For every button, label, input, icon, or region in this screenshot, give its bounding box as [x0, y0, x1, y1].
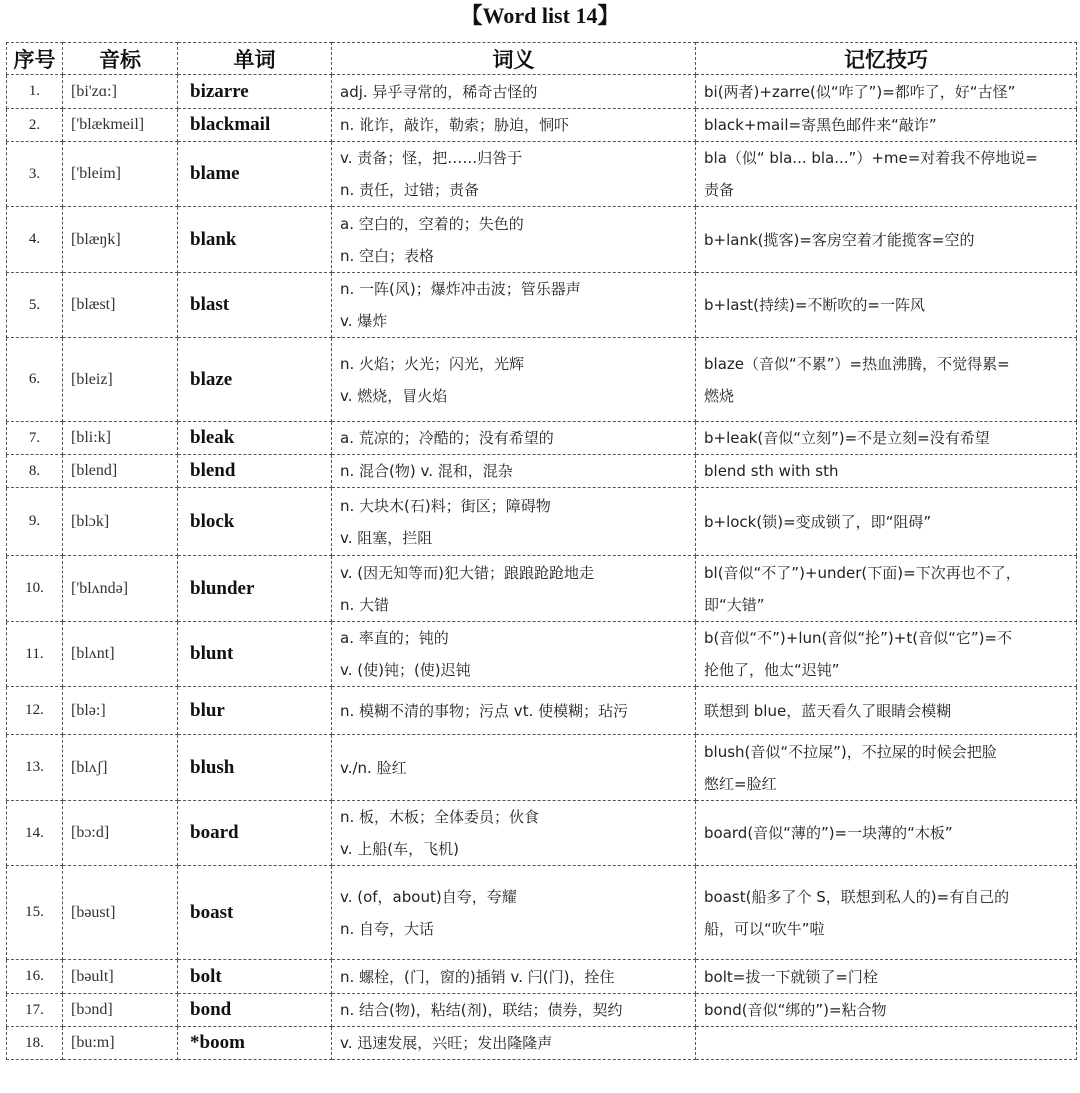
meaning — [332, 109, 696, 142]
meaning-line: n. 板，木板；全体委员；伙食 — [340, 808, 540, 826]
phonetic: [blə:] — [63, 687, 178, 735]
row-number: 6. — [7, 338, 63, 422]
memory-tip-line: bi(两者)+zarre(似“咋了”)=都咋了，好“古怪” — [704, 82, 1016, 101]
word-table — [6, 42, 1077, 1060]
row-number: 5. — [7, 273, 63, 338]
memory-tip — [696, 422, 1077, 455]
table-row — [7, 207, 1077, 273]
memory-tip-line: 联想到 blue，蓝天看久了眼睛会模糊 — [704, 701, 952, 720]
table-row — [7, 422, 1077, 455]
phonetic: ['blʌndə] — [63, 556, 178, 622]
memory-tip — [696, 960, 1077, 994]
memory-tip-line: b+lock(锁)=变成锁了，即“阻碍” — [704, 512, 932, 531]
meaning — [332, 866, 696, 960]
meaning-line: n. 火焰；火光；闪光，光辉 — [340, 354, 525, 373]
phonetic: [bu:m] — [63, 1027, 178, 1060]
memory-tip-line: boast(船多了个 S，联想到私人的)=有自己的 — [704, 887, 1010, 906]
meaning-line: v. 上船(车，飞机) — [340, 840, 459, 858]
table-row — [7, 994, 1077, 1027]
row-number: 3. — [7, 142, 63, 207]
row-number: 1. — [7, 75, 63, 109]
memory-tip-line: bla（似“ bla... bla...”）+me=对着我不停地说= — [704, 149, 1038, 167]
memory-tip — [696, 801, 1077, 866]
phonetic: ['bleim] — [63, 142, 178, 207]
table-row — [7, 75, 1077, 109]
meaning-line: a. 率直的；钝的 — [340, 629, 449, 647]
memory-tip-line: bolt=拔一下就锁了=门栓 — [704, 967, 878, 986]
memory-tip-line: b(音似“不”)+lun(音似“抡”)+t(音似“它”)=不 — [704, 629, 1013, 647]
page-title: 【Word list 14】 — [460, 3, 620, 28]
phonetic: [bli:k] — [63, 422, 178, 455]
phonetic: [bleiz] — [63, 338, 178, 422]
word: block — [178, 488, 332, 556]
meaning-line: n. 模糊不清的事物；污点 vt. 使模糊；玷污 — [340, 701, 629, 720]
meaning-line: n. 螺栓，(门，窗的)插销 v. 闩(门)，拴住 — [340, 967, 615, 986]
memory-tip — [696, 687, 1077, 735]
phonetic: [blʌʃ] — [63, 735, 178, 801]
memory-tip-line: blend sth with sth — [704, 462, 839, 480]
word: bolt — [178, 960, 332, 994]
word: blend — [178, 455, 332, 488]
phonetic: [blæst] — [63, 273, 178, 338]
memory-tip-line: blaze（音似“不累”）=热血沸腾，不觉得累= — [704, 354, 1010, 373]
word: blaze — [178, 338, 332, 422]
meaning-line: v. (of，about)自夸，夸耀 — [340, 887, 517, 906]
memory-tip — [696, 338, 1077, 422]
meaning — [332, 455, 696, 488]
memory-tip-line: 抡他了，他太“迟钝” — [704, 661, 840, 679]
memory-tip-line: bl(音似“不了”)+under(下面)=下次再也不了， — [704, 563, 1021, 582]
memory-tip — [696, 109, 1077, 142]
row-number: 14. — [7, 801, 63, 866]
meaning — [332, 207, 696, 273]
memory-tip — [696, 866, 1077, 960]
meaning-line: v. (因无知等而)犯大错；踉踉跄跄地走 — [340, 563, 594, 582]
memory-tip-line: b+last(持续)=不断吹的=一阵风 — [704, 296, 925, 314]
meaning — [332, 75, 696, 109]
table-row — [7, 866, 1077, 960]
row-number: 7. — [7, 422, 63, 455]
table-row — [7, 1027, 1077, 1060]
row-number: 4. — [7, 207, 63, 273]
word: *boom — [178, 1027, 332, 1060]
meaning — [332, 488, 696, 556]
phonetic: [bɔnd] — [63, 994, 178, 1027]
memory-tip — [696, 142, 1077, 207]
word: bond — [178, 994, 332, 1027]
meaning-line: a. 荒凉的；冷酷的；没有希望的 — [340, 429, 554, 447]
memory-tip-line: black+mail=寄黑色邮件来“敲诈” — [704, 116, 937, 134]
meaning-line: v. 迅速发展，兴旺；发出隆隆声 — [340, 1034, 553, 1052]
meaning-line: n. 大错 — [340, 595, 390, 614]
memory-tip-line: 燃烧 — [704, 386, 735, 405]
header-meaning: 词义 — [332, 43, 696, 75]
memory-tip-line: b+lank(揽客)=客房空着才能揽客=空的 — [704, 230, 975, 249]
memory-tip — [696, 488, 1077, 556]
word: blunt — [178, 622, 332, 687]
meaning — [332, 622, 696, 687]
meaning — [332, 338, 696, 422]
meaning — [332, 960, 696, 994]
phonetic: [bi'zɑ:] — [63, 75, 178, 109]
meaning-line: v./n. 脸红 — [340, 758, 407, 777]
table-row — [7, 338, 1077, 422]
meaning — [332, 556, 696, 622]
memory-tip — [696, 1027, 1077, 1060]
meaning — [332, 994, 696, 1027]
row-number: 9. — [7, 488, 63, 556]
table-row — [7, 960, 1077, 994]
memory-tip-line: b+leak(音似“立刻”)=不是立刻=没有希望 — [704, 429, 990, 447]
table-row — [7, 801, 1077, 866]
row-number: 18. — [7, 1027, 63, 1060]
word: boast — [178, 866, 332, 960]
memory-tip-line: bond(音似“绑的”)=粘合物 — [704, 1001, 887, 1019]
memory-tip — [696, 622, 1077, 687]
meaning-line: n. 空白；表格 — [340, 246, 435, 265]
phonetic: [blʌnt] — [63, 622, 178, 687]
meaning-line: n. 责任，过错；责备 — [340, 181, 480, 199]
memory-tip — [696, 455, 1077, 488]
meaning — [332, 1027, 696, 1060]
table-row — [7, 455, 1077, 488]
header-row — [7, 43, 1077, 75]
meaning — [332, 273, 696, 338]
header-word: 单词 — [178, 43, 332, 75]
meaning-line: n. 混合(物) v. 混和，混杂 — [340, 462, 513, 480]
memory-tip — [696, 75, 1077, 109]
word: blackmail — [178, 109, 332, 142]
phonetic: [bəust] — [63, 866, 178, 960]
row-number: 12. — [7, 687, 63, 735]
memory-tip-line: blush(音似“不拉屎”)，不拉屎的时候会把脸 — [704, 742, 997, 761]
phonetic: [blæŋk] — [63, 207, 178, 273]
table-row — [7, 109, 1077, 142]
meaning-line: v. 责备；怪，把……归咎于 — [340, 149, 523, 167]
word: board — [178, 801, 332, 866]
row-number: 2. — [7, 109, 63, 142]
meaning — [332, 735, 696, 801]
table-row — [7, 488, 1077, 556]
memory-tip — [696, 556, 1077, 622]
meaning — [332, 801, 696, 866]
memory-tip — [696, 735, 1077, 801]
phonetic: ['blækmeil] — [63, 109, 178, 142]
word: blunder — [178, 556, 332, 622]
table-row — [7, 735, 1077, 801]
word: bizarre — [178, 75, 332, 109]
memory-tip-line: 憋红=脸红 — [704, 774, 777, 793]
row-number: 8. — [7, 455, 63, 488]
row-number: 10. — [7, 556, 63, 622]
meaning-line: v. (使)钝；(使)迟钝 — [340, 661, 471, 679]
meaning-line: n. 自夸，大话 — [340, 919, 435, 938]
meaning-line: n. 大块木(石)料；街区；障碍物 — [340, 496, 551, 515]
phonetic: [bɔ:d] — [63, 801, 178, 866]
table-row — [7, 556, 1077, 622]
memory-tip-line: 船，可以“吹牛”啦 — [704, 919, 825, 938]
memory-tip-line: 即“大错” — [704, 595, 765, 614]
header-memory-tip: 记忆技巧 — [696, 43, 1077, 75]
phonetic: [blend] — [63, 455, 178, 488]
row-number: 17. — [7, 994, 63, 1027]
meaning — [332, 422, 696, 455]
meaning-line: v. 爆炸 — [340, 312, 388, 330]
phonetic: [blɔk] — [63, 488, 178, 556]
word: bleak — [178, 422, 332, 455]
memory-tip-line: board(音似“薄的”)=一块薄的“木板” — [704, 824, 953, 842]
meaning — [332, 142, 696, 207]
table-row — [7, 142, 1077, 207]
word: blush — [178, 735, 332, 801]
meaning-line: v. 阻塞，拦阻 — [340, 528, 433, 547]
word: blank — [178, 207, 332, 273]
header-number: 序号 — [7, 43, 63, 75]
table-row — [7, 687, 1077, 735]
row-number: 16. — [7, 960, 63, 994]
row-number: 13. — [7, 735, 63, 801]
word: blame — [178, 142, 332, 207]
row-number: 11. — [7, 622, 63, 687]
table-row — [7, 273, 1077, 338]
meaning — [332, 687, 696, 735]
memory-tip — [696, 994, 1077, 1027]
memory-tip — [696, 207, 1077, 273]
word: blast — [178, 273, 332, 338]
phonetic: [bəult] — [63, 960, 178, 994]
meaning-line: a. 空白的，空着的；失色的 — [340, 214, 524, 233]
memory-tip-line: 责备 — [704, 181, 735, 199]
meaning-line: v. 燃烧，冒火焰 — [340, 386, 448, 405]
meaning-line: n. 结合(物)，粘结(剂)，联结；债券，契约 — [340, 1001, 623, 1019]
meaning-line: n. 讹诈，敲诈，勒索；胁迫，恫吓 — [340, 116, 570, 134]
word: blur — [178, 687, 332, 735]
header-phonetic: 音标 — [63, 43, 178, 75]
meaning-line: adj. 异乎寻常的，稀奇古怪的 — [340, 82, 538, 101]
row-number: 15. — [7, 866, 63, 960]
table-row — [7, 622, 1077, 687]
memory-tip — [696, 273, 1077, 338]
meaning-line: n. 一阵(风)；爆炸冲击波；管乐器声 — [340, 280, 581, 298]
